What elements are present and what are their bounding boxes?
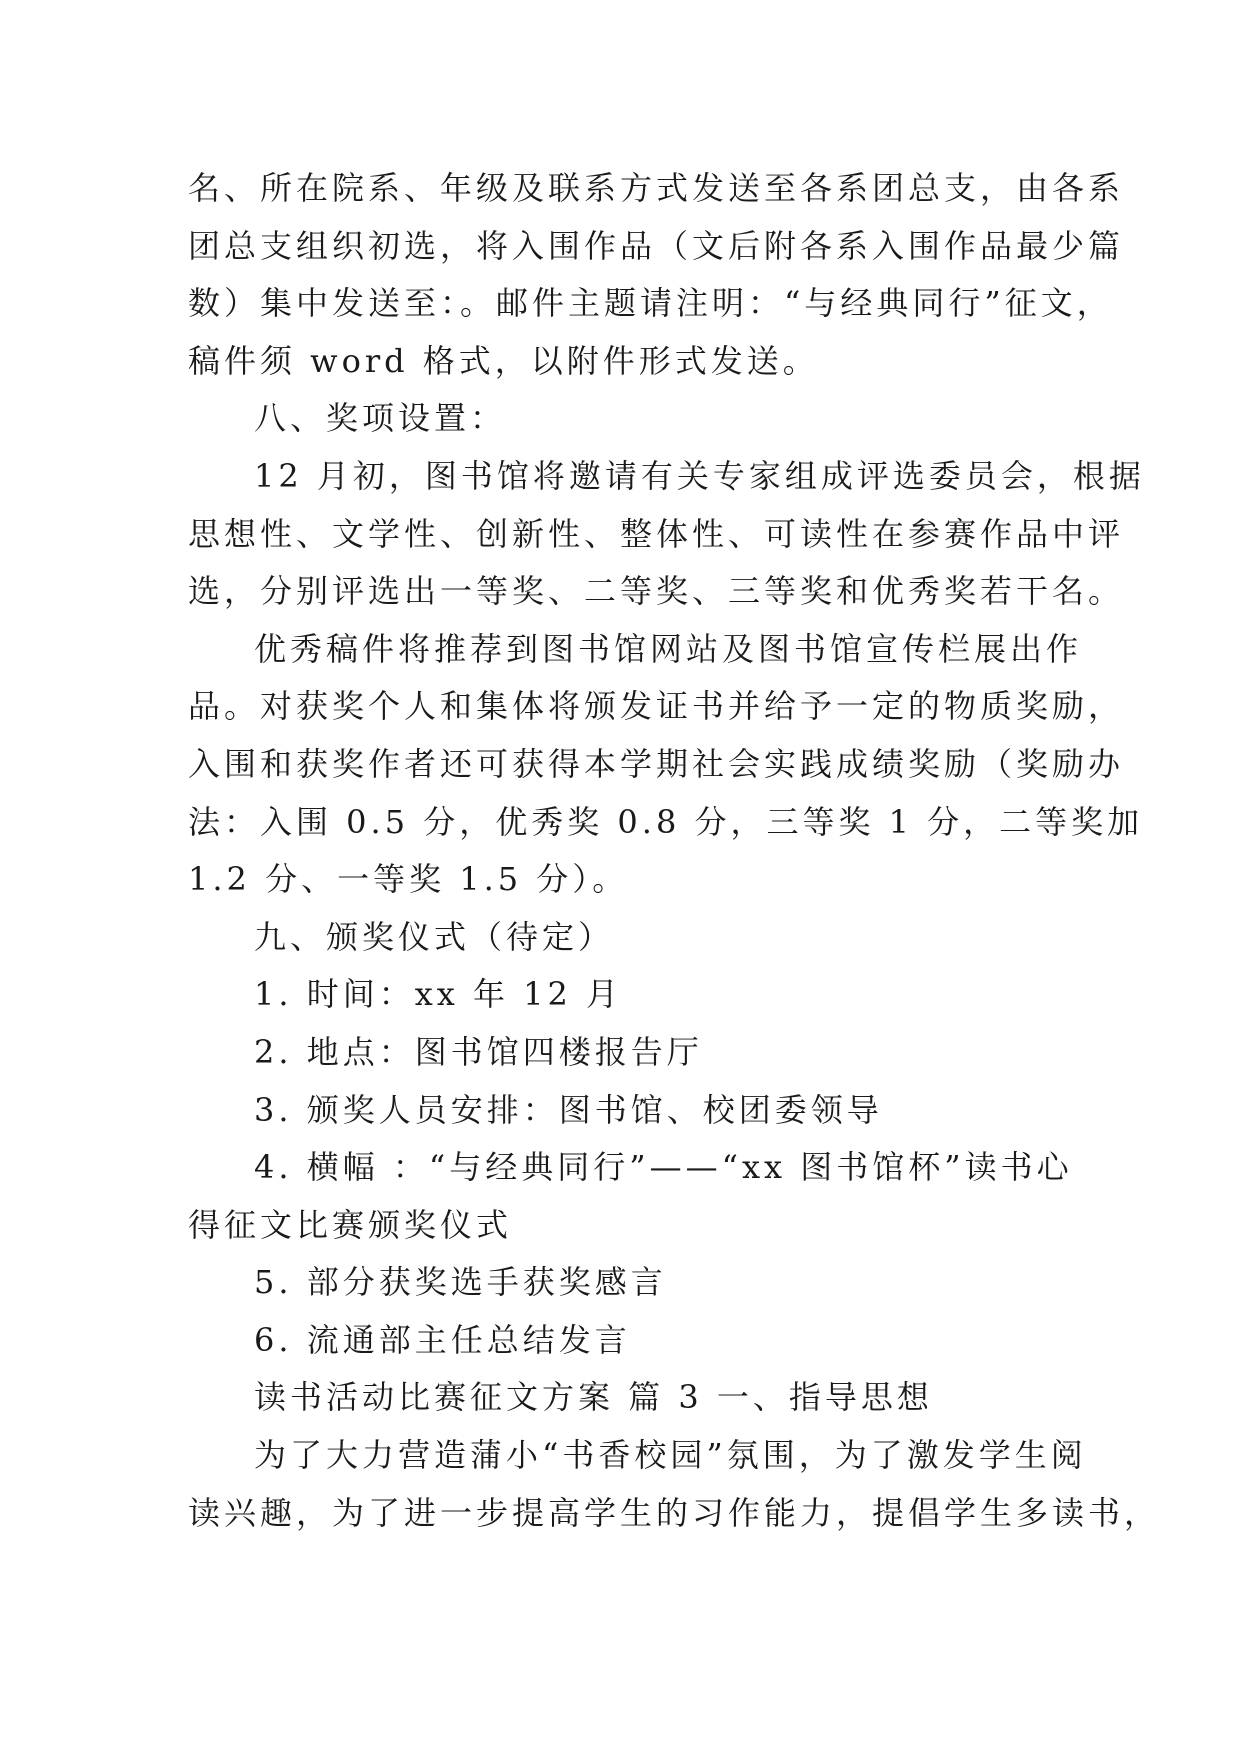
text-line: 数）集中发送至：。邮件主题请注明：“与经典同行”征文， — [188, 284, 1113, 323]
text-line: 读兴趣，为了进一步提高学生的习作能力，提倡学生多读书， — [188, 1493, 1161, 1532]
list-item: 2. 地点：图书馆四楼报告厅 — [254, 1032, 703, 1071]
text-line: 选，分别评选出一等奖、二等奖、三等奖和优秀奖若干名。 — [188, 572, 1125, 611]
text-line: 得征文比赛颁奖仪式 — [188, 1205, 513, 1244]
text-line: 入围和获奖作者还可获得本学期社会实践成绩奖励（奖励办 — [188, 744, 1125, 783]
text-line: 法：入围 0.5 分，优秀奖 0.8 分，三等奖 1 分，二等奖加 — [188, 802, 1144, 841]
text-line: 品。对获奖个人和集体将颁发证书并给予一定的物质奖励， — [188, 687, 1125, 726]
text-line: 优秀稿件将推荐到图书馆网站及图书馆宣传栏展出作 — [254, 629, 1083, 668]
list-item: 5. 部分获奖选手获奖感言 — [254, 1263, 667, 1302]
section-heading: 八、奖项设置： — [254, 399, 507, 438]
text-line: 为了大力营造蒲小“书香校园”氛围，为了激发学生阅 — [254, 1436, 1087, 1475]
text-line: 稿件须 word 格式，以附件形式发送。 — [188, 341, 819, 380]
section-title: 读书活动比赛征文方案 篇 3 一、指导思想 — [254, 1378, 933, 1417]
text-line: 1.2 分、一等奖 1.5 分）。 — [188, 860, 629, 899]
list-item: 1. 时间：xx 年 12 月 — [254, 975, 623, 1014]
text-line: 名、所在院系、年级及联系方式发送至各系团总支，由各系 — [188, 169, 1125, 207]
text-line: 12 月初，图书馆将邀请有关专家组成评选委员会，根据 — [254, 456, 1145, 495]
text-line: 思想性、文学性、创新性、整体性、可读性在参赛作品中评 — [188, 514, 1125, 553]
section-heading: 九、颁奖仪式（待定） — [254, 917, 615, 956]
list-item: 6. 流通部主任总结发言 — [254, 1320, 631, 1359]
list-item: 3. 颁奖人员安排：图书馆、校团委领导 — [254, 1090, 883, 1129]
document-body — [188, 160, 1161, 1542]
text-line: 团总支组织初选，将入围作品（文后附各系入围作品最少篇 — [188, 226, 1125, 265]
list-item: 4. 横幅 ：“与经典同行”——“xx 图书馆杯”读书心 — [254, 1148, 1073, 1187]
